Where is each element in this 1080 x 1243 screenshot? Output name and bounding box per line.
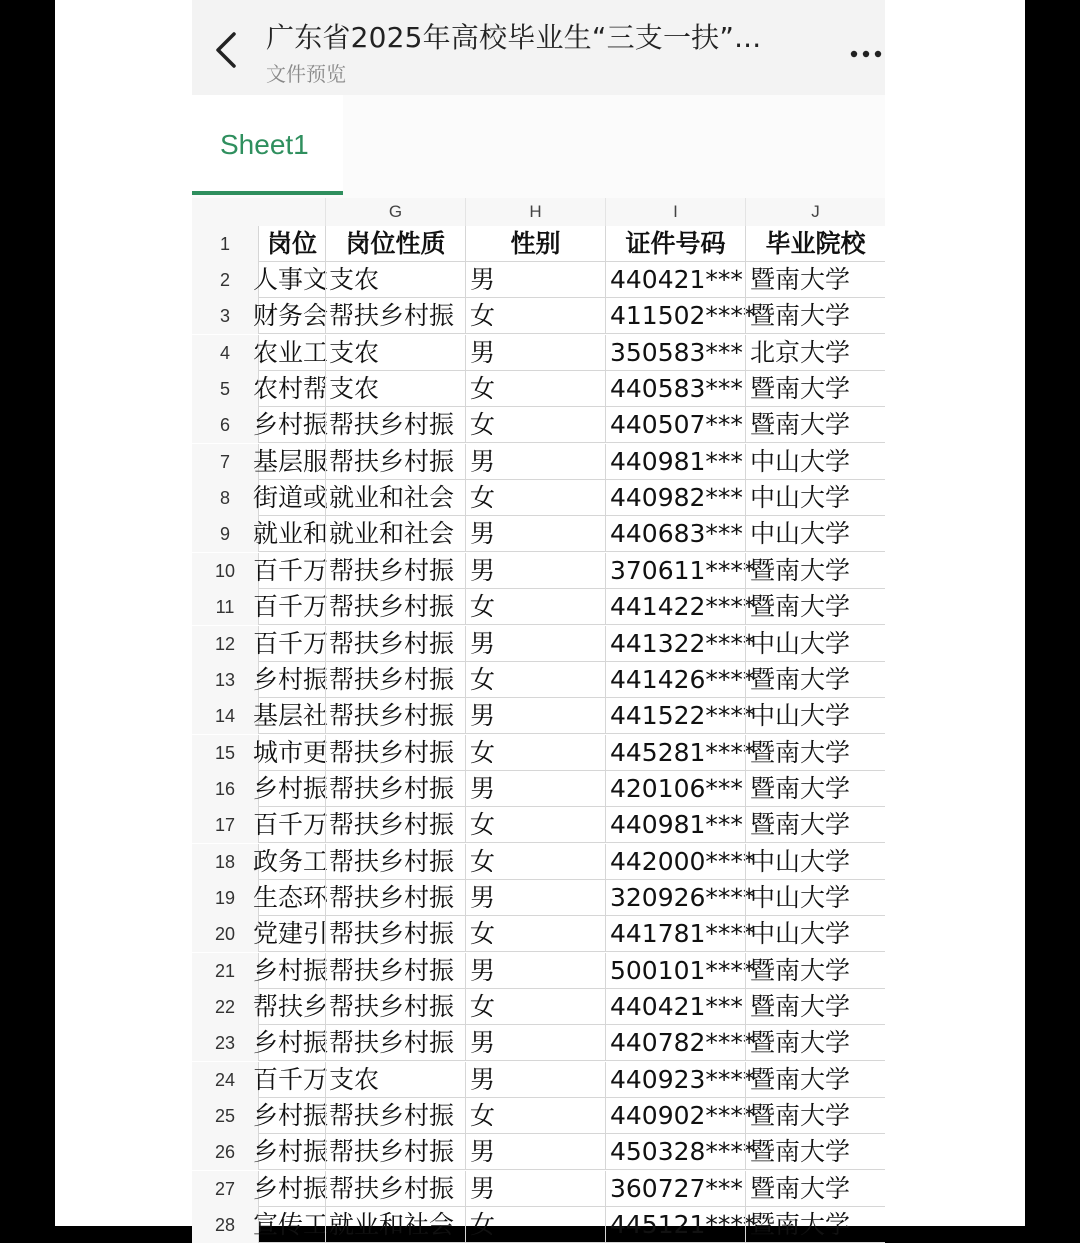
- cell-gender[interactable]: 女: [465, 735, 605, 770]
- cell-post-nature[interactable]: 帮扶乡村振: [325, 735, 465, 770]
- table-header-row: [192, 226, 885, 262]
- cell-school[interactable]: 暨南大学: [745, 1098, 885, 1133]
- cell-gender[interactable]: 女: [465, 480, 605, 515]
- cell-school[interactable]: 暨南大学: [745, 807, 885, 842]
- cell-post-nature[interactable]: 支农: [325, 371, 465, 406]
- cell-post-nature[interactable]: 帮扶乡村振: [325, 298, 465, 333]
- cell-post-nature[interactable]: 帮扶乡村振: [325, 407, 465, 442]
- table-row: [192, 262, 885, 298]
- spreadsheet-grid[interactable]: [192, 198, 885, 1240]
- table-row: [192, 371, 885, 407]
- table-row: [192, 953, 885, 989]
- table-row: [192, 626, 885, 662]
- cell-id-number[interactable]: 441322****: [605, 626, 745, 661]
- column-header-h[interactable]: H: [465, 198, 605, 226]
- row-number[interactable]: 22: [192, 989, 258, 1025]
- row-number[interactable]: 21: [192, 953, 258, 989]
- row-number[interactable]: 16: [192, 771, 258, 807]
- cell-id-number[interactable]: 441426****: [605, 662, 745, 697]
- table-row: [192, 807, 885, 843]
- cell-id-number[interactable]: 320926****: [605, 880, 745, 915]
- column-header-g[interactable]: G: [325, 198, 465, 226]
- cell-id-number[interactable]: 441781****: [605, 916, 745, 951]
- cell-gender[interactable]: 男: [465, 335, 605, 370]
- row-number[interactable]: 1: [192, 226, 258, 262]
- table-row: [192, 916, 885, 952]
- row-number[interactable]: 10: [192, 553, 258, 589]
- cell-id-number[interactable]: 442000****: [605, 844, 745, 879]
- cell-id-number[interactable]: 440683***: [605, 516, 745, 551]
- column-header-i[interactable]: I: [605, 198, 745, 226]
- file-preview-screen: [55, 0, 1025, 1240]
- column-header-row: [192, 198, 885, 226]
- cell-post[interactable]: 乡村振: [258, 1025, 325, 1060]
- cell-school[interactable]: 北京大学: [745, 335, 885, 370]
- row-number[interactable]: 14: [192, 698, 258, 734]
- cell-school[interactable]: 暨南大学: [745, 298, 885, 333]
- cell-school[interactable]: 暨南大学: [745, 1171, 885, 1206]
- row-number[interactable]: 24: [192, 1062, 258, 1098]
- cell-post[interactable]: 百千万: [258, 626, 325, 661]
- table-row: [192, 735, 885, 771]
- cell-post-nature[interactable]: 帮扶乡村振: [325, 880, 465, 915]
- cell-school[interactable]: 暨南大学: [745, 735, 885, 770]
- cell-school[interactable]: 暨南大学: [745, 1134, 885, 1169]
- cell-id-number[interactable]: 440507***: [605, 407, 745, 442]
- cell-gender[interactable]: 男: [465, 444, 605, 479]
- cell-id-number[interactable]: 440902****: [605, 1098, 745, 1133]
- row-number[interactable]: 12: [192, 626, 258, 662]
- cell-post[interactable]: 乡村振: [258, 662, 325, 697]
- cell-gender[interactable]: 女: [465, 916, 605, 951]
- cell-post[interactable]: 党建引: [258, 916, 325, 951]
- header-cell-post-nature[interactable]: 岗位性质: [325, 226, 465, 261]
- cell-gender[interactable]: 女: [465, 371, 605, 406]
- cell-post-nature[interactable]: 帮扶乡村振: [325, 553, 465, 588]
- cell-post-nature[interactable]: 就业和社会: [325, 1207, 465, 1242]
- cell-post[interactable]: 百千万: [258, 807, 325, 842]
- cell-post[interactable]: 帮扶乡: [258, 989, 325, 1024]
- cell-school[interactable]: 暨南大学: [745, 589, 885, 624]
- column-header-j[interactable]: J: [745, 198, 885, 226]
- cell-post[interactable]: 就业和: [258, 516, 325, 551]
- cell-school[interactable]: 中山大学: [745, 626, 885, 661]
- cell-post-nature[interactable]: 支农: [325, 262, 465, 297]
- cell-post[interactable]: 乡村振: [258, 407, 325, 442]
- cell-id-number[interactable]: 360727***: [605, 1171, 745, 1206]
- cell-post-nature[interactable]: 帮扶乡村振: [325, 589, 465, 624]
- row-number[interactable]: 23: [192, 1025, 258, 1061]
- cell-post[interactable]: 政务工: [258, 844, 325, 879]
- table-row: [192, 1134, 885, 1170]
- table-row: [192, 553, 885, 589]
- cell-post-nature[interactable]: 帮扶乡村振: [325, 953, 465, 988]
- row-number[interactable]: 11: [192, 589, 258, 625]
- cell-id-number[interactable]: 441422****: [605, 589, 745, 624]
- row-number[interactable]: 17: [192, 807, 258, 843]
- table-row: [192, 480, 885, 516]
- cell-gender[interactable]: 男: [465, 880, 605, 915]
- cell-id-number[interactable]: 445121****: [605, 1207, 745, 1242]
- cell-post-nature[interactable]: 帮扶乡村振: [325, 844, 465, 879]
- cell-gender[interactable]: 男: [465, 953, 605, 988]
- cell-gender[interactable]: 男: [465, 1062, 605, 1097]
- cell-id-number[interactable]: 440421***: [605, 989, 745, 1024]
- cell-id-number[interactable]: 445281****: [605, 735, 745, 770]
- header-cell-gender[interactable]: 性别: [465, 226, 605, 261]
- row-number[interactable]: 18: [192, 844, 258, 880]
- row-number[interactable]: 4: [192, 335, 258, 371]
- cell-id-number[interactable]: 350583***: [605, 335, 745, 370]
- cell-post-nature[interactable]: 帮扶乡村振: [325, 1134, 465, 1169]
- cell-id-number[interactable]: 440981***: [605, 444, 745, 479]
- table-row: [192, 1207, 885, 1243]
- row-number[interactable]: 19: [192, 880, 258, 916]
- table-row: [192, 880, 885, 916]
- cell-school[interactable]: 中山大学: [745, 516, 885, 551]
- cell-school[interactable]: 中山大学: [745, 698, 885, 733]
- row-number[interactable]: 7: [192, 444, 258, 480]
- cell-school[interactable]: 暨南大学: [745, 553, 885, 588]
- cell-post-nature[interactable]: 帮扶乡村振: [325, 698, 465, 733]
- cell-id-number[interactable]: 370611****: [605, 553, 745, 588]
- cell-post[interactable]: 百千万: [258, 553, 325, 588]
- cell-school[interactable]: 暨南大学: [745, 989, 885, 1024]
- cell-school[interactable]: 暨南大学: [745, 953, 885, 988]
- row-number[interactable]: 2: [192, 262, 258, 298]
- tab-sheet1[interactable]: [192, 95, 343, 195]
- cell-post[interactable]: 乡村振: [258, 1134, 325, 1169]
- row-number[interactable]: 5: [192, 371, 258, 407]
- cell-school[interactable]: 暨南大学: [745, 407, 885, 442]
- table-row: [192, 1025, 885, 1061]
- cell-post[interactable]: 财务会: [258, 298, 325, 333]
- cell-gender[interactable]: 男: [465, 553, 605, 588]
- more-options-icon[interactable]: [848, 36, 884, 64]
- cell-post-nature[interactable]: 帮扶乡村振: [325, 1171, 465, 1206]
- cell-school[interactable]: 暨南大学: [745, 1062, 885, 1097]
- cell-post[interactable]: 生态环: [258, 880, 325, 915]
- cell-post[interactable]: 乡村振: [258, 953, 325, 988]
- cell-post[interactable]: 百千万: [258, 589, 325, 624]
- header-cell-school[interactable]: 毕业院校: [745, 226, 885, 261]
- cell-post[interactable]: 农业工: [258, 335, 325, 370]
- cell-gender[interactable]: 女: [465, 807, 605, 842]
- cell-school[interactable]: 中山大学: [745, 844, 885, 879]
- cell-post-nature[interactable]: 支农: [325, 1062, 465, 1097]
- cell-school[interactable]: 暨南大学: [745, 1025, 885, 1060]
- table-row: [192, 698, 885, 734]
- cell-gender[interactable]: 女: [465, 662, 605, 697]
- cell-gender[interactable]: 女: [465, 1207, 605, 1242]
- cell-post[interactable]: 农村帮: [258, 371, 325, 406]
- cell-gender[interactable]: 男: [465, 626, 605, 661]
- cell-post-nature[interactable]: 帮扶乡村振: [325, 989, 465, 1024]
- row-number[interactable]: 13: [192, 662, 258, 698]
- tab-sheet1-label: Sheet1: [220, 129, 309, 160]
- sheet-tab-bar: [192, 95, 885, 198]
- cell-post[interactable]: 街道或: [258, 480, 325, 515]
- cell-post[interactable]: 乡村振: [258, 771, 325, 806]
- cell-gender[interactable]: 女: [465, 298, 605, 333]
- cell-post[interactable]: 乡村振: [258, 1171, 325, 1206]
- cell-post[interactable]: 人事文: [258, 262, 325, 297]
- cell-school[interactable]: 中山大学: [745, 480, 885, 515]
- cell-post[interactable]: 百千万: [258, 1062, 325, 1097]
- cell-school[interactable]: 中山大学: [745, 444, 885, 479]
- cell-gender[interactable]: 女: [465, 589, 605, 624]
- row-number[interactable]: 28: [192, 1207, 258, 1243]
- cell-gender[interactable]: 女: [465, 1098, 605, 1133]
- table-row: [192, 589, 885, 625]
- cell-id-number[interactable]: 440421***: [605, 262, 745, 297]
- cell-post-nature[interactable]: 支农: [325, 335, 465, 370]
- header-cell-id-number[interactable]: 证件号码: [605, 226, 745, 261]
- cell-school[interactable]: 暨南大学: [745, 771, 885, 806]
- cell-post[interactable]: 乡村振: [258, 1098, 325, 1133]
- table-row: [192, 1062, 885, 1098]
- cell-post-nature[interactable]: 帮扶乡村振: [325, 626, 465, 661]
- cell-post-nature[interactable]: 帮扶乡村振: [325, 662, 465, 697]
- cell-gender[interactable]: 男: [465, 262, 605, 297]
- cell-post-nature[interactable]: 帮扶乡村振: [325, 807, 465, 842]
- cell-post[interactable]: 基层服: [258, 444, 325, 479]
- cell-id-number[interactable]: 440583***: [605, 371, 745, 406]
- table-row: [192, 298, 885, 334]
- cell-post[interactable]: 城市更: [258, 735, 325, 770]
- cell-school[interactable]: 暨南大学: [745, 662, 885, 697]
- cell-post-nature[interactable]: 帮扶乡村振: [325, 444, 465, 479]
- cell-gender[interactable]: 男: [465, 771, 605, 806]
- back-arrow-icon[interactable]: [214, 30, 238, 70]
- cell-post-nature[interactable]: 帮扶乡村振: [325, 1098, 465, 1133]
- table-row: [192, 989, 885, 1025]
- row-number[interactable]: 9: [192, 516, 258, 552]
- preview-subtitle: 文件预览: [266, 62, 346, 86]
- cell-school[interactable]: 暨南大学: [745, 1207, 885, 1242]
- header-cell-post[interactable]: 岗位: [258, 226, 325, 261]
- cell-post-nature[interactable]: 帮扶乡村振: [325, 771, 465, 806]
- cell-post-nature[interactable]: 就业和社会: [325, 480, 465, 515]
- table-row: [192, 662, 885, 698]
- cell-id-number[interactable]: 500101****: [605, 953, 745, 988]
- table-row: [192, 771, 885, 807]
- row-number[interactable]: 27: [192, 1171, 258, 1207]
- cell-id-number[interactable]: 411502****: [605, 298, 745, 333]
- cell-gender[interactable]: 男: [465, 516, 605, 551]
- cell-gender[interactable]: 女: [465, 989, 605, 1024]
- row-number[interactable]: 15: [192, 735, 258, 771]
- document-title: 广东省2025年高校毕业生“三支一扶”...: [266, 21, 762, 54]
- table-row: [192, 1098, 885, 1134]
- top-bar: [192, 0, 885, 95]
- cell-id-number[interactable]: 450328****: [605, 1134, 745, 1169]
- cell-school[interactable]: 中山大学: [745, 880, 885, 915]
- cell-gender[interactable]: 男: [465, 1134, 605, 1169]
- row-number[interactable]: 25: [192, 1098, 258, 1134]
- cell-id-number[interactable]: 441522****: [605, 698, 745, 733]
- cell-post-nature[interactable]: 帮扶乡村振: [325, 916, 465, 951]
- cell-id-number[interactable]: 440981***: [605, 807, 745, 842]
- table-row: [192, 444, 885, 480]
- cell-gender[interactable]: 女: [465, 407, 605, 442]
- table-row: [192, 516, 885, 552]
- cell-school[interactable]: 中山大学: [745, 916, 885, 951]
- cell-id-number[interactable]: 440923****: [605, 1062, 745, 1097]
- cell-post-nature[interactable]: 就业和社会: [325, 516, 465, 551]
- row-number[interactable]: 6: [192, 407, 258, 443]
- cell-post-nature[interactable]: 帮扶乡村振: [325, 1025, 465, 1060]
- cell-id-number[interactable]: 440982***: [605, 480, 745, 515]
- cell-id-number[interactable]: 420106***: [605, 771, 745, 806]
- row-number[interactable]: 20: [192, 916, 258, 952]
- cell-gender[interactable]: 男: [465, 1171, 605, 1206]
- table-row: [192, 407, 885, 443]
- cell-id-number[interactable]: 440782****: [605, 1025, 745, 1060]
- row-number[interactable]: 8: [192, 480, 258, 516]
- table-row: [192, 844, 885, 880]
- row-number[interactable]: 26: [192, 1134, 258, 1170]
- cell-post[interactable]: 宣传工: [258, 1207, 325, 1242]
- cell-gender[interactable]: 男: [465, 698, 605, 733]
- cell-school[interactable]: 暨南大学: [745, 371, 885, 406]
- cell-gender[interactable]: 女: [465, 844, 605, 879]
- row-number[interactable]: 3: [192, 298, 258, 334]
- cell-gender[interactable]: 男: [465, 1025, 605, 1060]
- active-tab-indicator: [192, 191, 343, 195]
- table-row: [192, 335, 885, 371]
- table-row: [192, 1171, 885, 1207]
- cell-post[interactable]: 基层社: [258, 698, 325, 733]
- cell-school[interactable]: 暨南大学: [745, 262, 885, 297]
